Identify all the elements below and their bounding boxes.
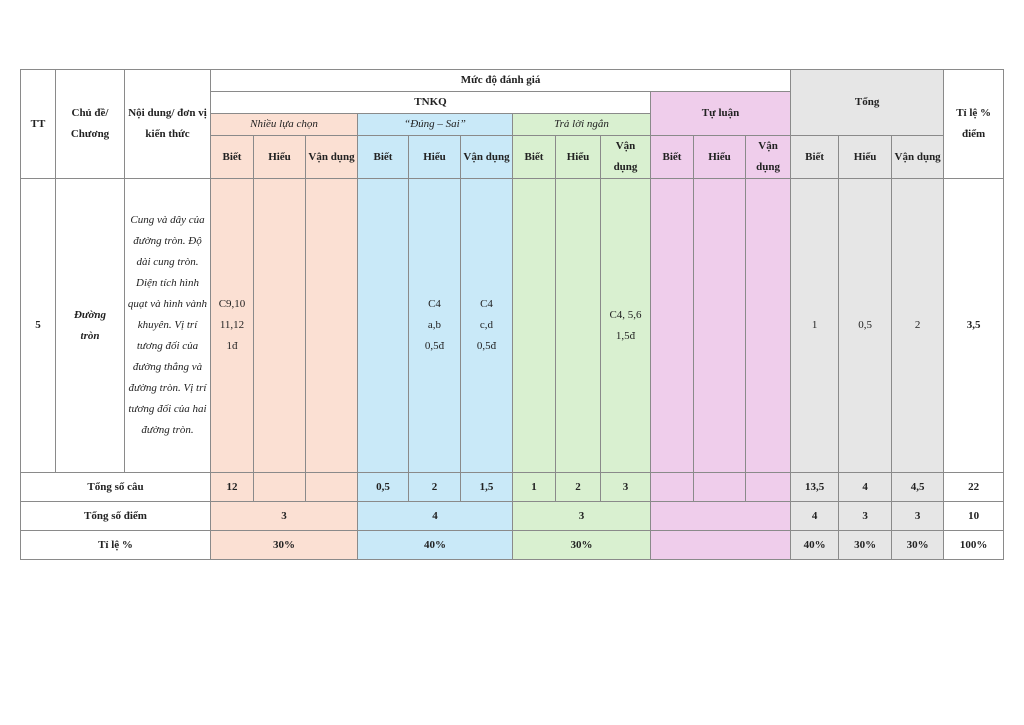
header-noi-dung: Nội dung/ đơn vị kiến thức (125, 70, 211, 179)
row-tt: 5 (21, 179, 56, 473)
sum-pct-tong-hieu: 30% (839, 531, 892, 560)
header-nlc-biet: Biết (211, 136, 254, 179)
sum-diem-ds: 4 (358, 502, 513, 531)
row-tl-hieu (694, 179, 746, 473)
header-nlc-hieu: Hiểu (254, 136, 306, 179)
header-nhieu-lua-chon: Nhiều lựa chọn (211, 114, 358, 136)
sum-diem-ti-le: 10 (944, 502, 1004, 531)
header-dung-sai: “Đúng – Sai” (358, 114, 513, 136)
sum-cau-ti-le: 22 (944, 473, 1004, 502)
sum-pct-tl (651, 531, 791, 560)
row-nlc-biet: C9,10 11,12 1đ (211, 179, 254, 473)
header-ti-le-diem: Tỉ lệ % điểm (944, 70, 1004, 179)
assessment-matrix-table (20, 69, 1004, 560)
header-tong-van-dung: Vận dụng (892, 136, 944, 179)
summary-row-tong-so-cau (21, 473, 1004, 502)
header-tln-biet: Biết (513, 136, 556, 179)
row-nlc-van-dung (306, 179, 358, 473)
sum-pct-ds: 40% (358, 531, 513, 560)
header-tl-hieu: Hiểu (694, 136, 746, 179)
header-tu-luan: Tự luận (651, 92, 791, 136)
summary-row-ti-le (21, 531, 1004, 560)
sum-cau-ds-van-dung: 1,5 (461, 473, 513, 502)
row-tln-van-dung: C4, 5,6 1,5đ (601, 179, 651, 473)
summary-label: Tổng số câu (21, 473, 211, 502)
header-tln-van-dung: Vận dụng (601, 136, 651, 179)
sum-pct-tong-biet: 40% (791, 531, 839, 560)
sum-cau-tong-biet: 13,5 (791, 473, 839, 502)
header-chu-de: Chủ đề/ Chương (56, 70, 125, 179)
row-ds-biet (358, 179, 409, 473)
header-ds-hieu: Hiểu (409, 136, 461, 179)
sum-diem-tong-hieu: 3 (839, 502, 892, 531)
sum-cau-tln-biet: 1 (513, 473, 556, 502)
row-nlc-hieu (254, 179, 306, 473)
summary-label: Tỉ lệ % (21, 531, 211, 560)
sum-cau-nlc-van-dung (306, 473, 358, 502)
header-nlc-van-dung: Vận dụng (306, 136, 358, 179)
sum-cau-tl-van-dung (746, 473, 791, 502)
row-ds-hieu: C4 a,b 0,5đ (409, 179, 461, 473)
header-ds-van-dung: Vận dụng (461, 136, 513, 179)
sum-diem-tln: 3 (513, 502, 651, 531)
header-tong-biet: Biết (791, 136, 839, 179)
summary-row-tong-so-diem (21, 502, 1004, 531)
row-tong-van-dung: 2 (892, 179, 944, 473)
sum-pct-tong-van-dung: 30% (892, 531, 944, 560)
sum-diem-tl (651, 502, 791, 531)
header-tong-hieu: Hiểu (839, 136, 892, 179)
header-tln-hieu: Hiểu (556, 136, 601, 179)
row-tong-biet: 1 (791, 179, 839, 473)
sum-cau-nlc-biet: 12 (211, 473, 254, 502)
sum-cau-tong-hieu: 4 (839, 473, 892, 502)
row-tln-hieu (556, 179, 601, 473)
header-tong: Tổng (791, 70, 944, 136)
sum-cau-nlc-hieu (254, 473, 306, 502)
header-muc-do-danh-gia: Mức độ đánh giá (211, 70, 791, 92)
sum-diem-tong-van-dung: 3 (892, 502, 944, 531)
row-ti-le: 3,5 (944, 179, 1004, 473)
sum-cau-tln-van-dung: 3 (601, 473, 651, 502)
summary-label: Tổng số điểm (21, 502, 211, 531)
sum-cau-ds-biet: 0,5 (358, 473, 409, 502)
header-tt: TT (21, 70, 56, 179)
row-tln-biet (513, 179, 556, 473)
row-tl-van-dung (746, 179, 791, 473)
header-tra-loi-ngan: Trả lời ngắn (513, 114, 651, 136)
sum-diem-tong-biet: 4 (791, 502, 839, 531)
header-tl-van-dung: Vận dụng (746, 136, 791, 179)
header-tnkq: TNKQ (211, 92, 651, 114)
sum-pct-tln: 30% (513, 531, 651, 560)
sum-cau-tln-hieu: 2 (556, 473, 601, 502)
sum-pct-nlc: 30% (211, 531, 358, 560)
sum-cau-tong-van-dung: 4,5 (892, 473, 944, 502)
row-tl-biet (651, 179, 694, 473)
sum-cau-ds-hieu: 2 (409, 473, 461, 502)
sum-cau-tl-hieu (694, 473, 746, 502)
header-tl-biet: Biết (651, 136, 694, 179)
sum-pct-ti-le: 100% (944, 531, 1004, 560)
row-chu-de: Đường tròn (56, 179, 125, 473)
sum-cau-tl-biet (651, 473, 694, 502)
table-row (21, 179, 1004, 473)
row-noi-dung: Cung và dây của đường tròn. Độ dài cung tròn. Diện tích hình quạt và hình vành khuyên. Vị trí tương đối của đường thẳng và đường tròn. Vị trí tương đối của hai đường tròn. (125, 179, 211, 473)
header-ds-biet: Biết (358, 136, 409, 179)
row-ds-van-dung: C4 c,d 0,5đ (461, 179, 513, 473)
row-tong-hieu: 0,5 (839, 179, 892, 473)
sum-diem-nlc: 3 (211, 502, 358, 531)
